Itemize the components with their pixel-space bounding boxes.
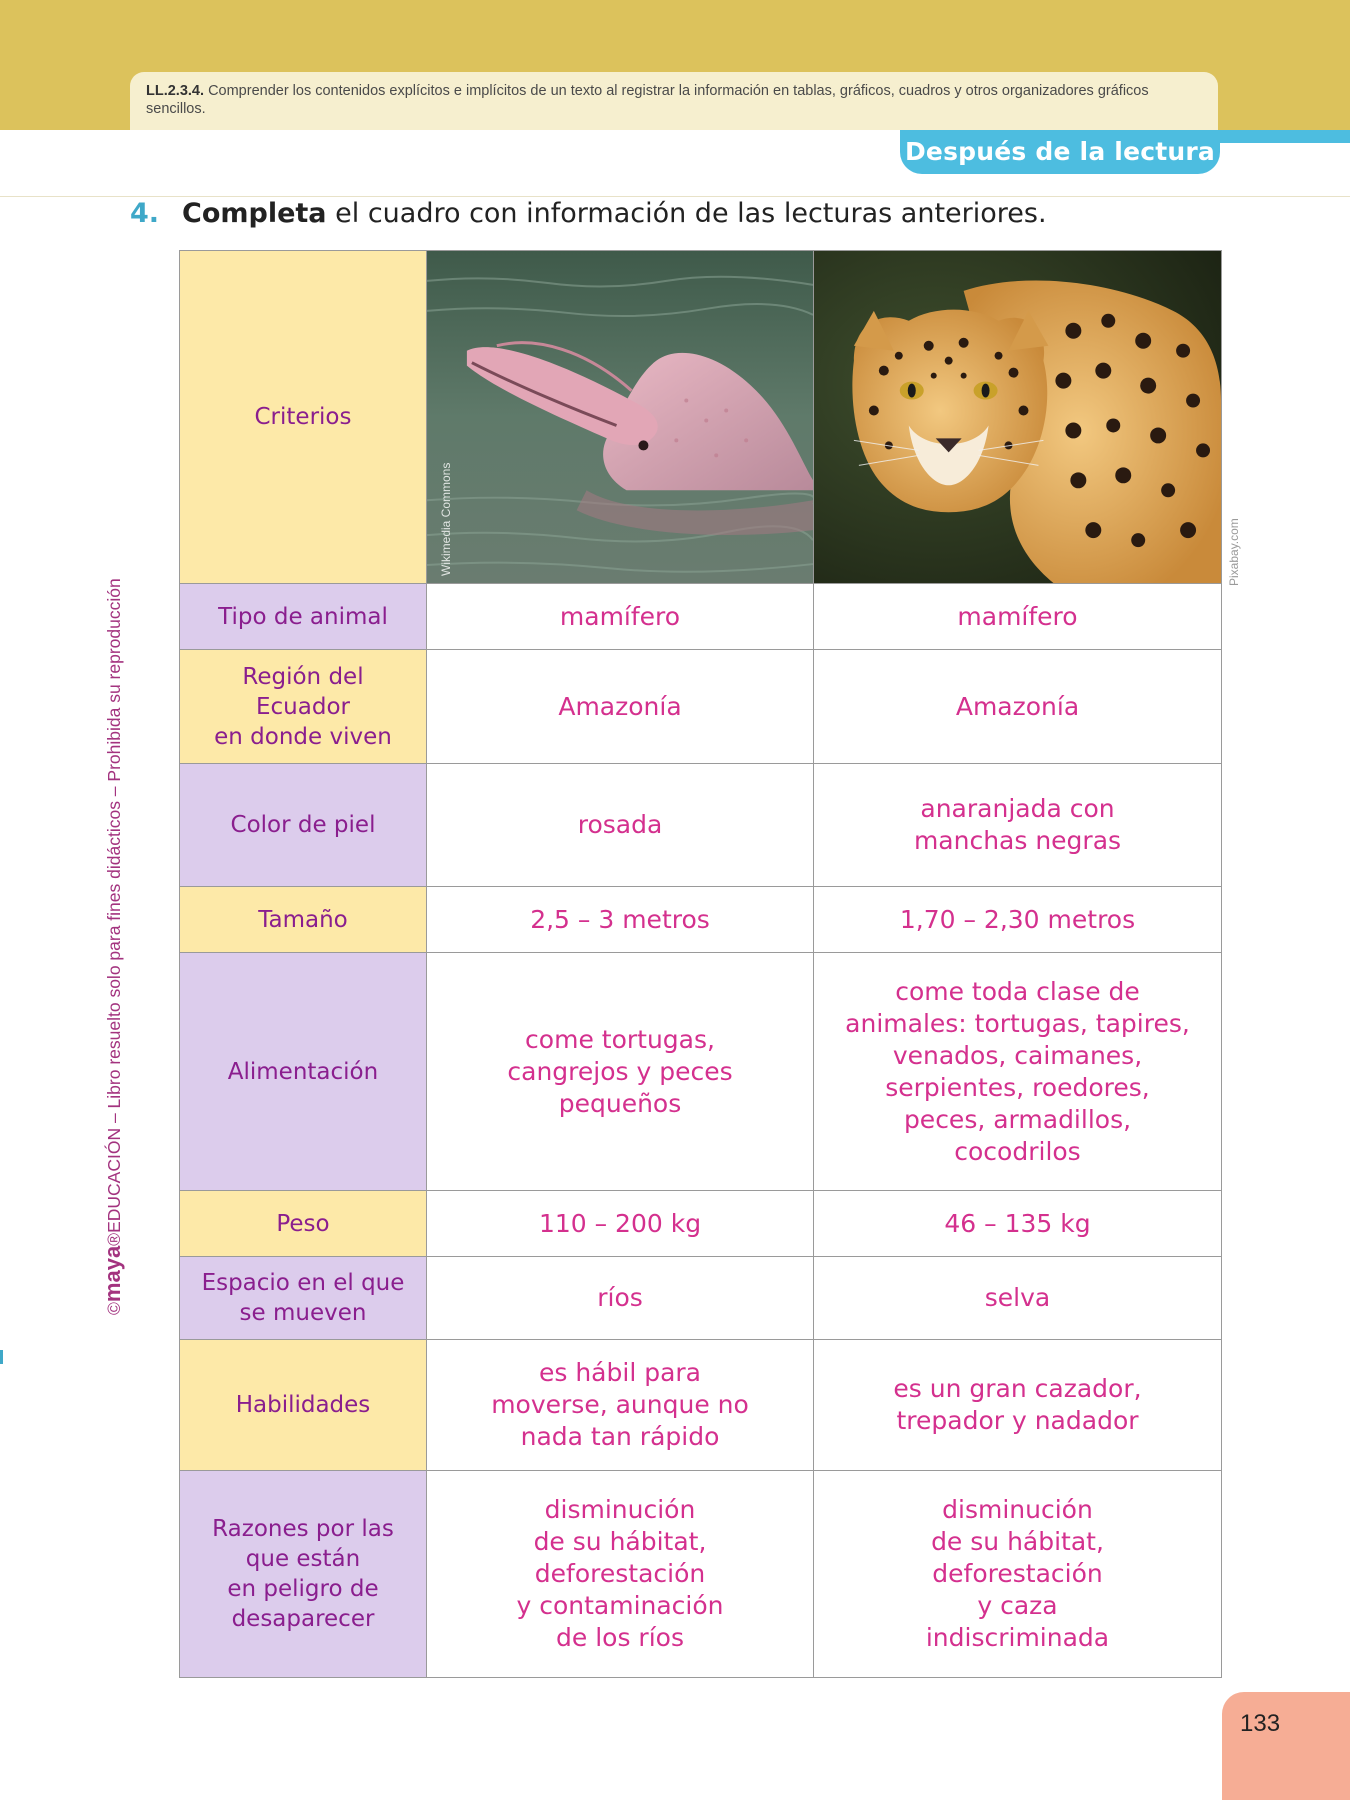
- criteria-cell: Región del Ecuador en donde viven: [180, 650, 427, 764]
- dolphin-image-cell: [427, 251, 814, 584]
- copyright-text: ®EDUCACIÓN – Libro resuelto solo para fines didácticos – Prohibida su reproducción: [104, 578, 124, 1246]
- criteria-header: Criterios: [180, 251, 427, 584]
- section-tab-extension: [1200, 130, 1350, 143]
- jaguar-answer-cell: mamífero: [814, 584, 1222, 650]
- jaguar-answer-cell: disminución de su hábitat, deforestación y caza indiscriminada: [814, 1471, 1222, 1678]
- table-row: [180, 764, 1222, 887]
- jaguar-answer-cell: anaranjada con manchas negras: [814, 764, 1222, 887]
- page-number: 133: [1240, 1710, 1281, 1737]
- jaguar-answer-cell: Amazonía: [814, 650, 1222, 764]
- pink-dolphin-photo: [427, 251, 813, 583]
- criteria-cell: Razones por las que están en peligro de desaparecer: [180, 1471, 427, 1678]
- section-tab: Después de la lectura: [900, 130, 1220, 174]
- dolphin-answer-cell: 2,5 – 3 metros: [427, 887, 814, 953]
- page-number-box: [1222, 1692, 1350, 1800]
- dolphin-answer-cell: es hábil para moverse, aunque no nada tan rápido: [427, 1340, 814, 1471]
- table-row: [180, 584, 1222, 650]
- skill-objective: [130, 72, 1218, 130]
- table-row: [180, 1191, 1222, 1257]
- criteria-cell: Tamaño: [180, 887, 427, 953]
- jaguar-answer-cell: selva: [814, 1257, 1222, 1340]
- exercise-verb: Completa: [182, 198, 327, 229]
- jaguar-answer-cell: es un gran cazador, trepador y nadador: [814, 1340, 1222, 1471]
- dolphin-answer-cell: mamífero: [427, 584, 814, 650]
- jaguar-image-cell: [814, 251, 1241, 586]
- exercise-text: el cuadro con información de las lecturas anteriores.: [335, 198, 1047, 229]
- exercise-instruction: [182, 198, 1047, 229]
- table-row: [180, 1471, 1222, 1678]
- table-row: [180, 1257, 1222, 1340]
- criteria-cell: Habilidades: [180, 1340, 427, 1471]
- jaguar-answer-cell: 1,70 – 2,30 metros: [814, 887, 1222, 953]
- dolphin-answer-cell: disminución de su hábitat, deforestación y contaminación de los ríos: [427, 1471, 814, 1678]
- jaguar-photo-credit: Pixabay.com: [1227, 518, 1241, 586]
- brand-logo: maya: [100, 1245, 125, 1303]
- edge-marker: [0, 1350, 3, 1364]
- table-row: [180, 953, 1222, 1191]
- dolphin-answer-cell: rosada: [427, 764, 814, 887]
- dolphin-answer-cell: come tortugas, cangrejos y peces pequeños: [427, 953, 814, 1191]
- criteria-cell: Peso: [180, 1191, 427, 1257]
- criteria-cell: Tipo de animal: [180, 584, 427, 650]
- criteria-cell: Color de piel: [180, 764, 427, 887]
- criteria-cell: Alimentación: [180, 953, 427, 1191]
- criteria-cell: Espacio en el que se mueven: [180, 1257, 427, 1340]
- jaguar-answer-cell: come toda clase de animales: tortugas, tapires, venados, caimanes, serpientes, roedores, peces, armadillos, cocodrilos: [814, 953, 1222, 1191]
- table-row: [180, 650, 1222, 764]
- jaguar-answer-cell: 46 – 135 kg: [814, 1191, 1222, 1257]
- dolphin-answer-cell: ríos: [427, 1257, 814, 1340]
- top-divider: [0, 196, 1350, 197]
- copyright-symbol: ©: [104, 1302, 124, 1315]
- jaguar-photo: [814, 251, 1221, 583]
- comparison-table: [179, 250, 1241, 1678]
- image-row: [180, 251, 1222, 584]
- skill-code: LL.2.3.4.: [146, 83, 205, 99]
- dolphin-answer-cell: 110 – 200 kg: [427, 1191, 814, 1257]
- dolphin-answer-cell: Amazonía: [427, 650, 814, 764]
- table-row: [180, 1340, 1222, 1471]
- dolphin-photo-credit: Wikimedia Commons: [439, 462, 453, 576]
- side-copyright: [100, 578, 126, 1315]
- skill-text: Comprender los contenidos explícitos e implícitos de un texto al registrar la información en tablas, gráficos, cuadros y otros organizadores gráficos sencillos.: [146, 83, 1149, 117]
- table-row: [180, 887, 1222, 953]
- exercise-number: 4.: [130, 198, 160, 229]
